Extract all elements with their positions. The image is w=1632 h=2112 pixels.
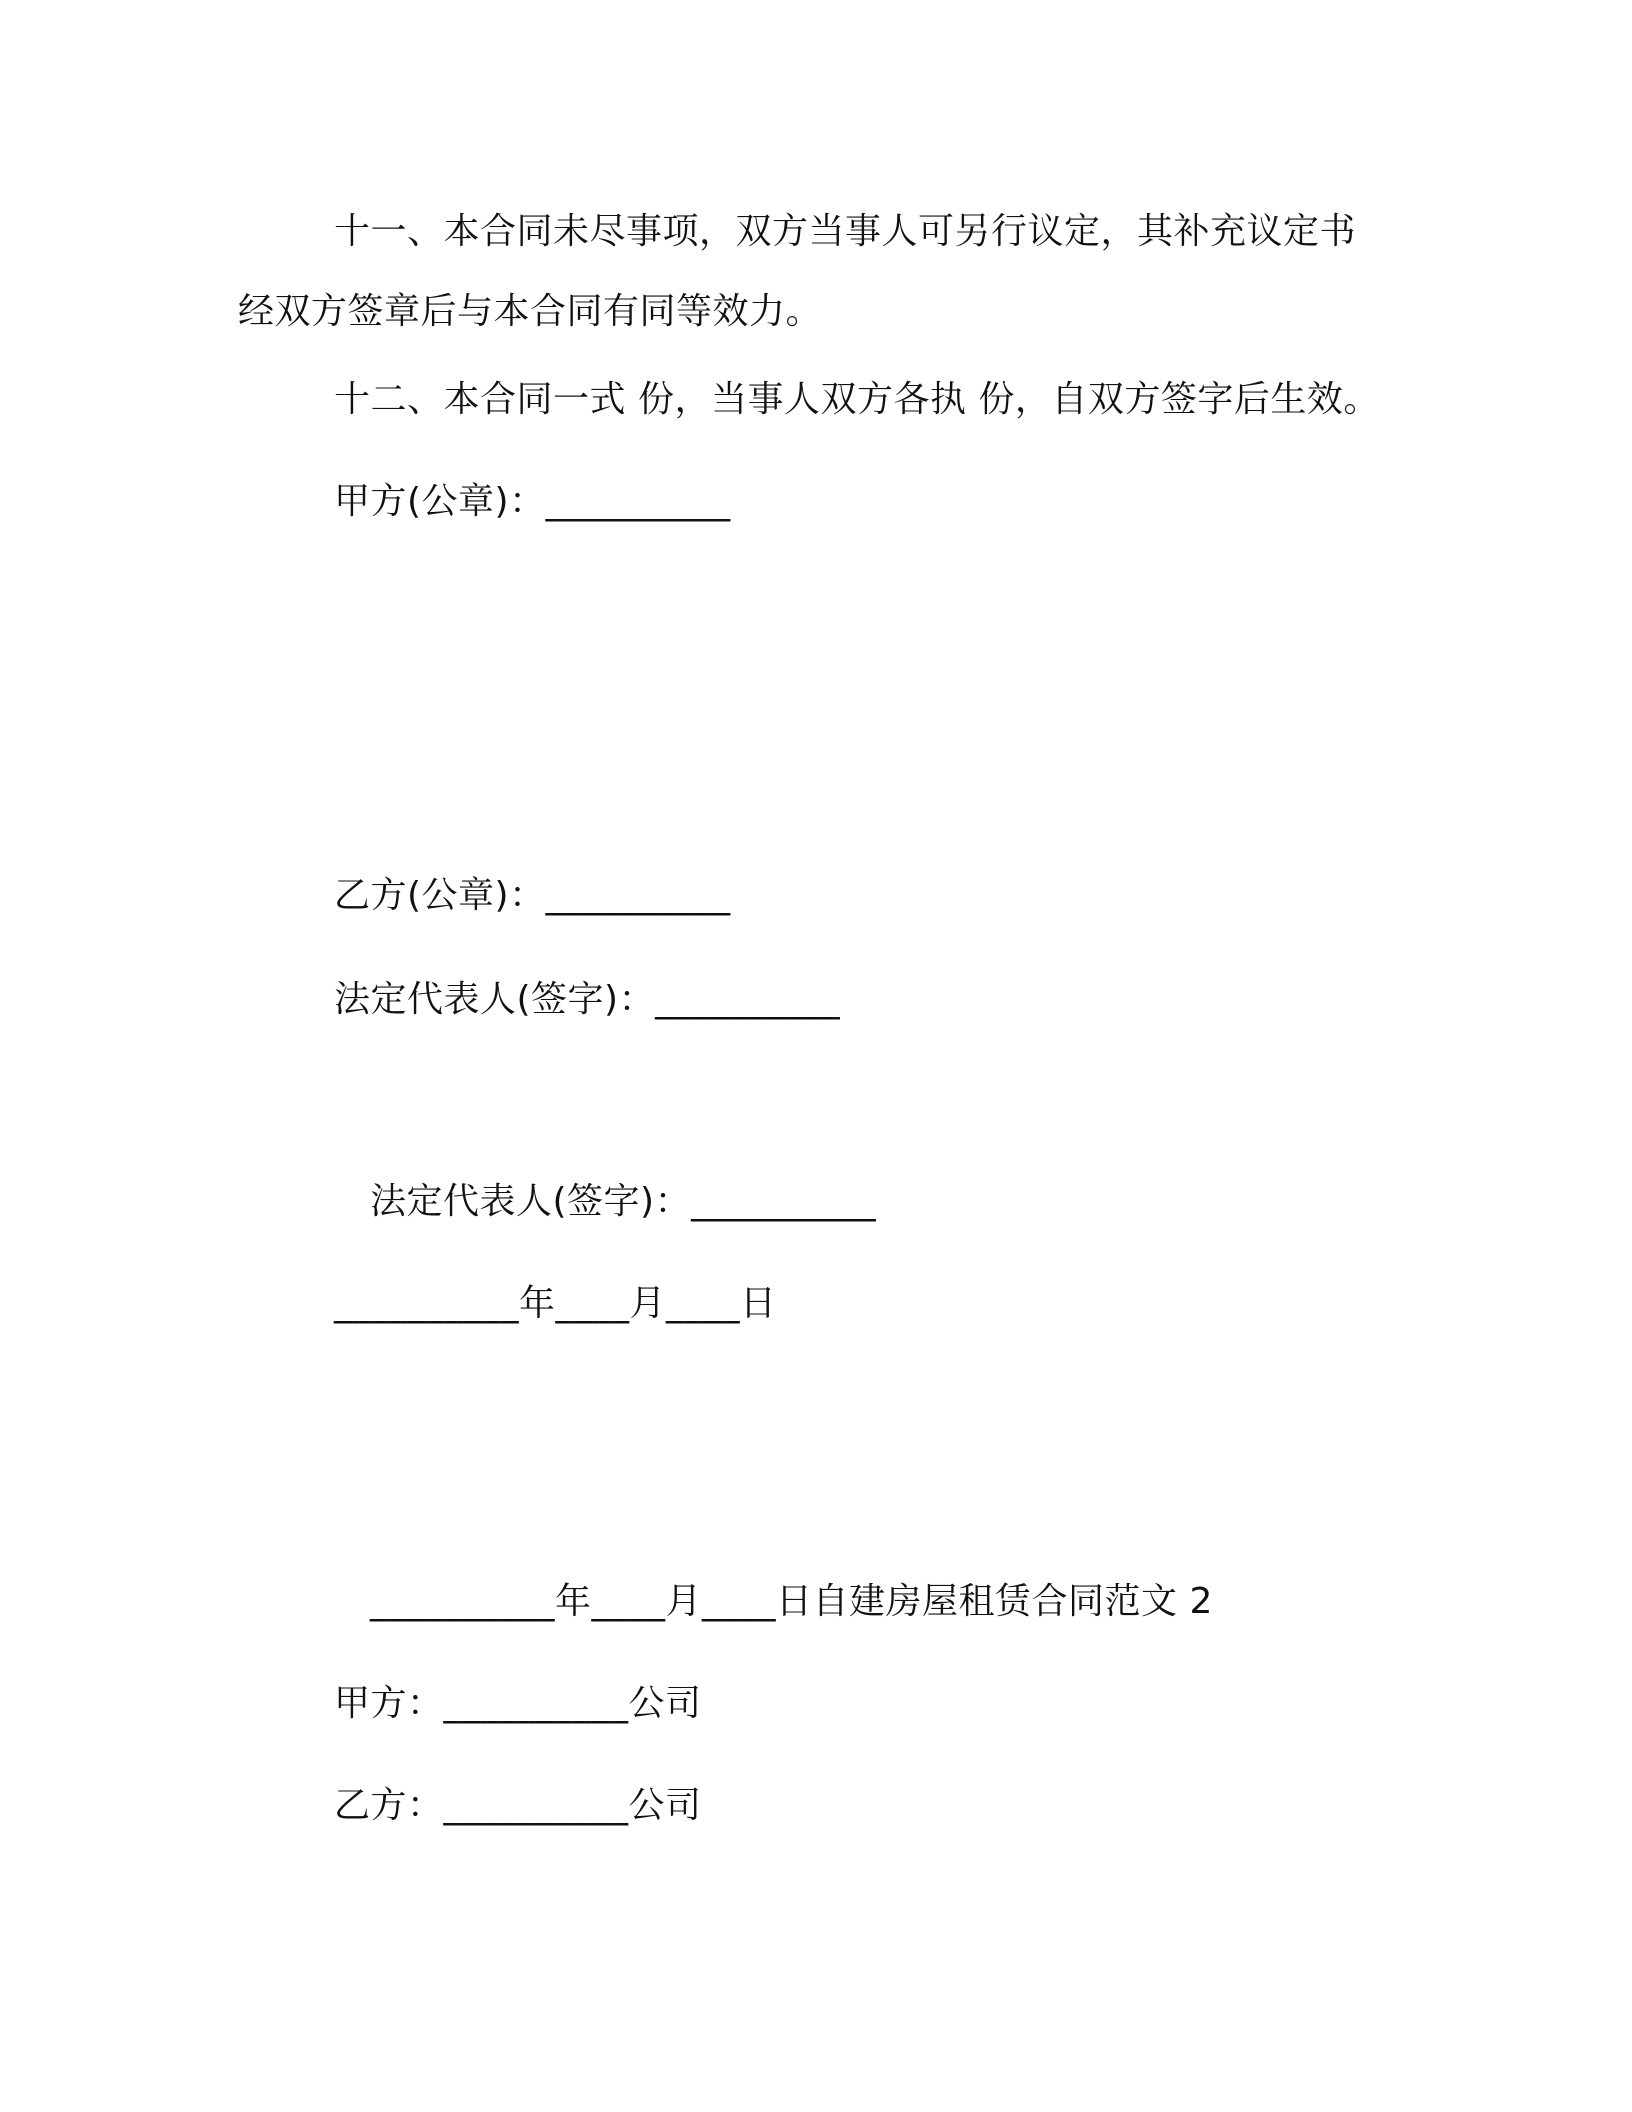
party-a-seal-line: 甲方(公章)：__________ <box>334 481 731 522</box>
clause-11-paragraph: 十一、本合同未尽事项，双方当事人可另行议定，其补充议定书经双方签章后与本合同有同等效力。 <box>238 211 1357 332</box>
signing-date-line: __________年____月____日 <box>334 1283 777 1324</box>
contract-2-party-b: 乙方：__________公司 <box>334 1785 702 1826</box>
contract-2-heading: __________年____月____日自建房屋租赁合同范文 2 <box>370 1581 1213 1622</box>
contract-2-party-a: 甲方：__________公司 <box>334 1683 702 1724</box>
clause-12-paragraph: 十二、本合同一式 份，当事人双方各执 份，自双方签字后生效。 <box>334 379 1380 420</box>
legal-representative-line-1: 法定代表人(签字)：__________ <box>334 979 841 1020</box>
party-b-seal-line: 乙方(公章)：__________ <box>334 875 731 916</box>
legal-representative-line-2: 法定代表人(签字)：__________ <box>370 1181 877 1222</box>
